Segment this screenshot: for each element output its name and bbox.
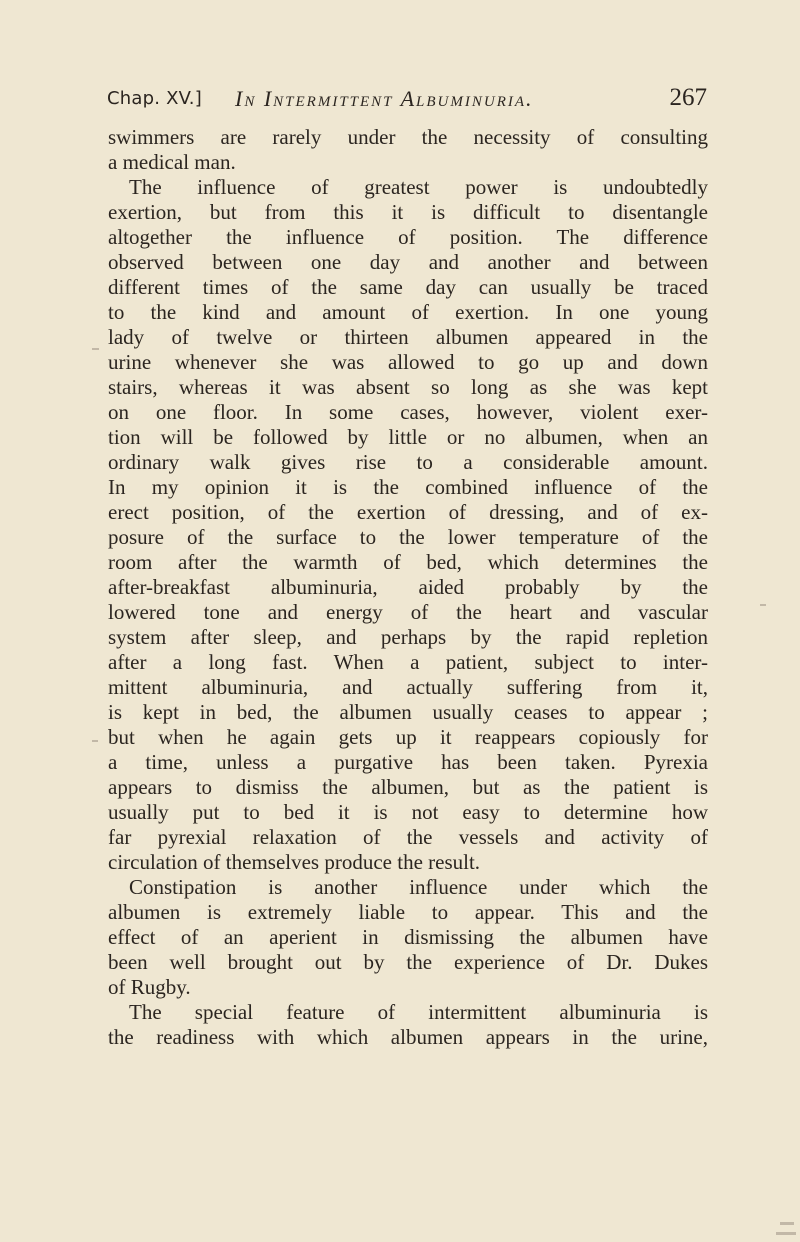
margin-speck (780, 1222, 794, 1225)
text-line: The special feature of intermittent albuminuria is (129, 1000, 708, 1024)
text-line: lady of twelve or thirteen albumen appeared in the (108, 325, 708, 349)
text-line: stairs, whereas it was absent so long as she was kept (108, 375, 708, 399)
text-line: ordinary walk gives rise to a considerable amount. (108, 450, 708, 474)
paragraph (108, 175, 708, 875)
page-number: 267 (669, 84, 707, 111)
text-line: to the kind and amount of exertion. In one young (108, 300, 708, 324)
text-line: system after sleep, and perhaps by the rapid repletion (108, 625, 708, 649)
text-line: albumen is extremely liable to appear. This and the (108, 900, 708, 924)
text-line: room after the warmth of bed, which determines the (108, 550, 708, 574)
margin-speck (776, 1232, 796, 1235)
text-line: been well brought out by the experience of Dr. Dukes (108, 950, 708, 974)
text-line: on one floor. In some cases, however, violent exer- (108, 400, 708, 424)
margin-speck (760, 604, 766, 606)
paragraph (108, 125, 708, 175)
text-line: urine whenever she was allowed to go up and down (108, 350, 708, 374)
margin-speck (92, 348, 99, 350)
text-line: observed between one day and another and between (108, 250, 708, 274)
paragraph (108, 875, 708, 1000)
text-line: but when he again gets up it reappears copiously for (108, 725, 708, 749)
text-line: posure of the surface to the lower temperature of the (108, 525, 708, 549)
running-header (107, 80, 707, 120)
text-line: after a long fast. When a patient, subject to inter- (108, 650, 708, 674)
running-title: In Intermittent Albuminuria. (235, 86, 534, 111)
margin-speck (92, 740, 98, 742)
text-line: lowered tone and energy of the heart and vascular (108, 600, 708, 624)
text-line: circulation of themselves produce the result. (108, 850, 481, 874)
body-text (108, 125, 708, 1050)
text-line: appears to dismiss the albumen, but as the patient is (108, 775, 708, 799)
text-line: The influence of greatest power is undoubtedly (129, 175, 708, 199)
text-line: Constipation is another influence under which the (129, 875, 708, 899)
text-line: altogether the influence of position. The difference (108, 225, 708, 249)
text-line: a medical man. (108, 150, 236, 174)
text-line: after-breakfast albuminuria, aided probably by the (108, 575, 708, 599)
text-line: exertion, but from this it is difficult to disentangle (108, 200, 708, 224)
text-line: usually put to bed it is not easy to determine how (108, 800, 708, 824)
text-line: effect of an aperient in dismissing the albumen have (108, 925, 708, 949)
text-line: tion will be followed by little or no albumen, when an (108, 425, 708, 449)
text-line: swimmers are rarely under the necessity of consulting (108, 125, 708, 149)
text-line: different times of the same day can usually be traced (108, 275, 708, 299)
text-line: mittent albuminuria, and actually suffering from it, (108, 675, 708, 699)
text-line: the readiness with which albumen appears in the urine, (108, 1025, 708, 1049)
text-line: erect position, of the exertion of dressing, and of ex- (108, 500, 708, 524)
chapter-label: Chap. XV.] (107, 88, 202, 109)
text-line: a time, unless a purgative has been taken. Pyrexia (108, 750, 708, 774)
text-line: In my opinion it is the combined influence of the (108, 475, 708, 499)
text-line: far pyrexial relaxation of the vessels and activity of (108, 825, 708, 849)
text-line: is kept in bed, the albumen usually ceases to appear ; (108, 700, 708, 724)
text-line: of Rugby. (108, 975, 191, 999)
paragraph (108, 1000, 708, 1050)
